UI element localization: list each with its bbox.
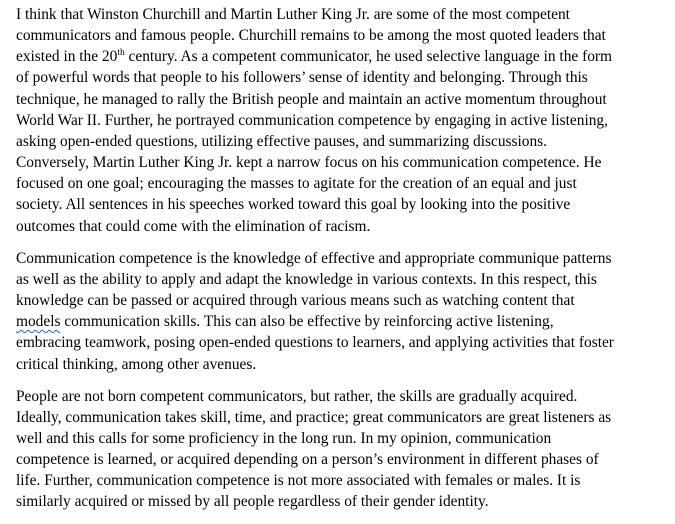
text-line: technique, he managed to rally the British people and maintain an active momentum throughout	[16, 90, 607, 108]
paragraph-1	[16, 4, 664, 237]
text-line: critical thinking, among other avenues.	[16, 355, 257, 373]
text-line: communicators and famous people. Churchill remains to be among the most quoted leaders that	[16, 27, 606, 45]
text-line	[16, 311, 664, 332]
text-line: similarly acquired or missed by all people regardless of their gender identity.	[16, 493, 489, 511]
text-line: competence is learned, or acquired depending on a person’s environment in different phases of	[16, 451, 599, 469]
text-run: century. As a competent communicator, he used selective language in the form	[124, 48, 613, 66]
text-run: existed in the 20	[16, 48, 118, 66]
ordinal-superscript: th	[117, 48, 125, 59]
text-line: life. Further, communication competence is not more associated with females or males. It is	[16, 472, 581, 490]
paragraph-3	[16, 386, 664, 513]
text-line	[16, 46, 664, 67]
document-body	[16, 4, 664, 524]
text-line: Conversely, Martin Luther King Jr. kept a narrow focus on his communication competence. He	[16, 154, 602, 172]
text-line: of powerful words that people to his followers’ sense of identity and belonging. Through this	[16, 69, 588, 87]
text-line: I think that Winston Churchill and Martin Luther King Jr. are some of the most competent	[16, 6, 570, 23]
text-line: society. All sentences in his speeches worked toward this goal by looking into the positive	[16, 196, 571, 214]
text-line: knowledge can be passed or acquired through various means such as watching content that	[16, 292, 575, 310]
text-line: asking open-ended questions, utilizing effective pauses, and summarizing discussions.	[16, 132, 548, 150]
text-line: outcomes that could come with the elimination of racism.	[16, 217, 371, 235]
text-line: People are not born competent communicators, but rather, the skills are gradually acquired.	[16, 387, 578, 405]
text-line: Communication competence is the knowledge of effective and appropriate communique patterns	[16, 249, 612, 267]
text-line: Ideally, communication takes skill, time, and practice; great communicators are great listeners as	[16, 408, 612, 426]
text-line: embracing teamwork, posing open-ended questions to learners, and applying activities that foster	[16, 334, 614, 352]
text-line: focused on one goal; encouraging the masses to agitate for the creation of an equal and just	[16, 175, 577, 193]
text-line: as well as the ability to apply and adapt the knowledge in various contexts. In this respect, this	[16, 270, 597, 288]
paragraph-2	[16, 248, 664, 375]
proofing-flagged-word[interactable]: models	[16, 313, 61, 331]
text-line: World War II. Further, he portrayed communication competence by engaging in active listening,	[16, 111, 608, 129]
text-run: communication skills. This can also be effective by reinforcing active listening,	[60, 313, 554, 331]
text-line: well and this calls for some proficiency in the long run. In my opinion, communication	[16, 429, 552, 447]
